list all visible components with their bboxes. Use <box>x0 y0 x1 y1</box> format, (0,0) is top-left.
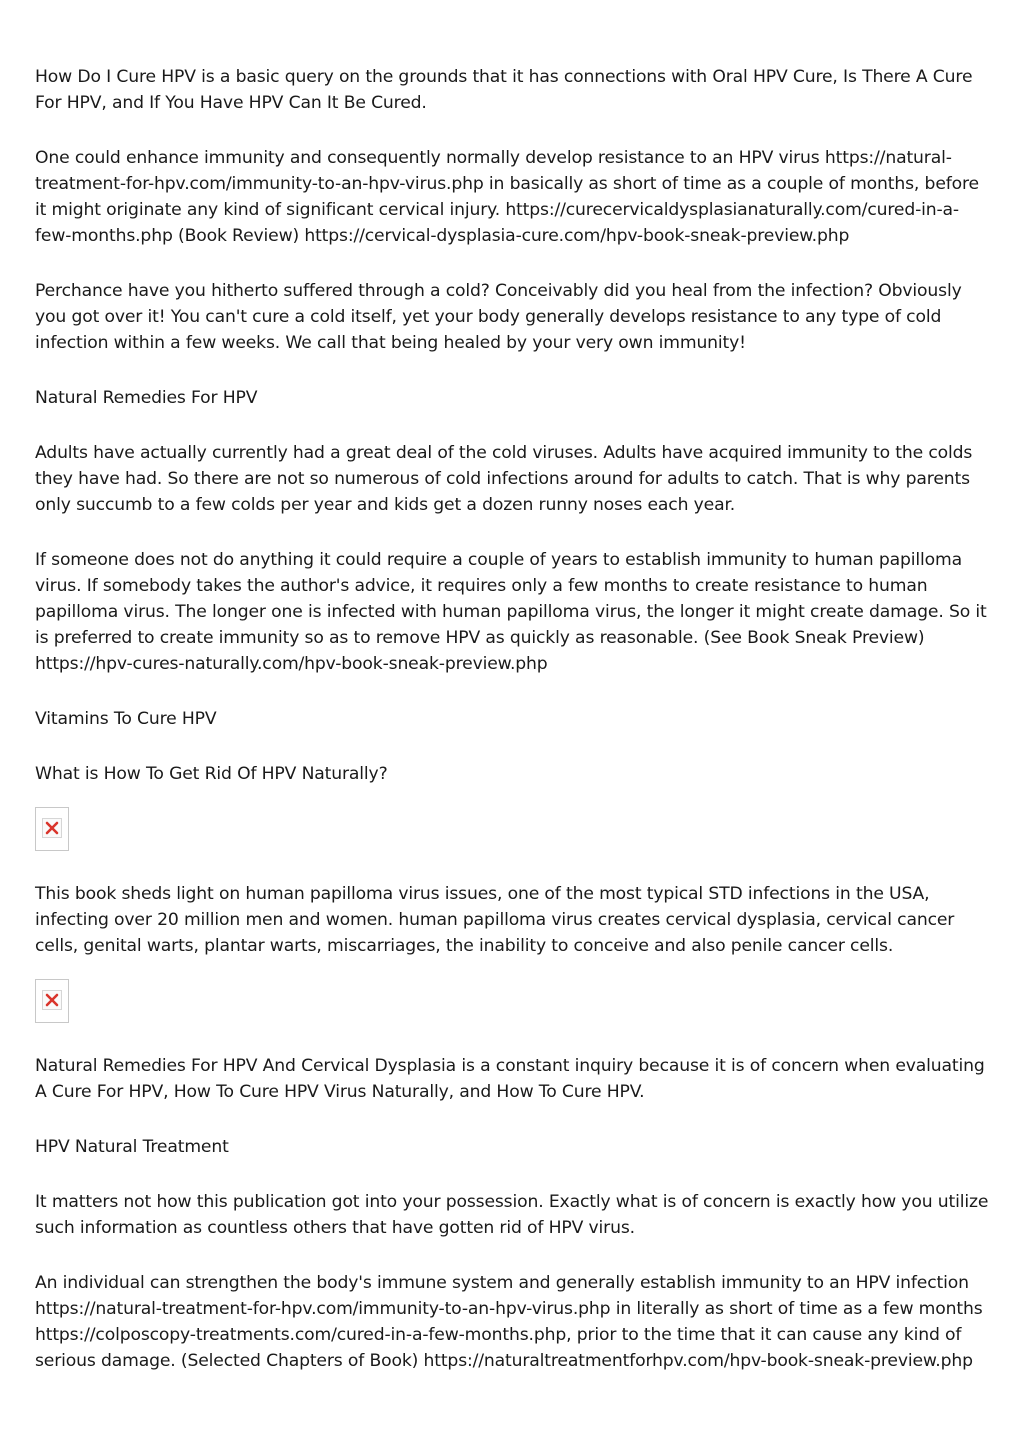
broken-image-icon <box>35 979 69 1023</box>
heading-vitamins: Vitamins To Cure HPV <box>35 709 217 729</box>
close-icon <box>45 821 59 835</box>
heading-natural-remedies: Natural Remedies For HPV <box>35 388 258 408</box>
heading-what-is: What is How To Get Rid Of HPV Naturally? <box>35 764 388 784</box>
paragraph-adults: Adults have actually currently had a great deal of the cold viruses. Adults have acquired immunity to the colds they have had. So there are not so numerous of cold infections around for adults to catch. That is why parents only succumb to a few colds per year and kids get a dozen runny noses each year. <box>35 443 973 515</box>
paragraph-establish-immunity: If someone does not do anything it could require a couple of years to establish immunity to human papilloma virus. If somebody takes the author's advice, it requires only a few months to create resistance to human papilloma virus. The longer one is infected with human papilloma virus, the longer it might create damage. So it is preferred to create immunity so as to remove HPV as quickly as reasonable. (See Book Sneak Preview) https://hpv-cures-naturally.com/hpv-book-sneak-preview.php <box>35 550 987 674</box>
paragraph-cold: Perchance have you hitherto suffered through a cold? Conceivably did you heal from the infection? Obviously you got over it! You can't cure a cold itself, yet your body generally develops resistance to any type of cold infection within a few weeks. We call that being healed by your very own immunity! <box>35 281 962 353</box>
close-icon <box>45 993 59 1007</box>
broken-image-icon <box>35 807 69 851</box>
document-body <box>35 64 995 1403</box>
paragraph-strengthen-immune: An individual can strengthen the body's immune system and generally establish immunity to an HPV infection https://natural-treatment-for-hpv.com/immunity-to-an-hpv-virus.php in literally as short of time as a few months https://colposcopy-treatments.com/cured-in-a-few-months.php, prior to the time that it can cause any kind of serious damage. (Selected Chapters of Book) https://naturaltreatmentforhpv.com/hpv-book-sneak-preview.php <box>35 1273 983 1371</box>
heading-hpv-natural-treatment: HPV Natural Treatment <box>35 1137 229 1157</box>
paragraph-natural-remedies-dysplasia: Natural Remedies For HPV And Cervical Dysplasia is a constant inquiry because it is of concern when evaluating A Cure For HPV, How To Cure HPV Virus Naturally, and How To Cure HPV. <box>35 1056 985 1102</box>
paragraph-book-sheds-light: This book sheds light on human papilloma virus issues, one of the most typical STD infections in the USA, infecting over 20 million men and women. human papilloma virus creates cervical dysplasia, cervical cancer cells, genital warts, plantar warts, miscarriages, the inability to conceive and also penile cancer cells. <box>35 884 955 956</box>
paragraph-intro: How Do I Cure HPV is a basic query on the grounds that it has connections with Oral HPV Cure, Is There A Cure For HPV, and If You Have HPV Can It Be Cured. <box>35 67 973 113</box>
paragraph-possession: It matters not how this publication got into your possession. Exactly what is of concern is exactly how you utilize such information as countless others that have gotten rid of HPV virus. <box>35 1192 989 1238</box>
paragraph-immunity: One could enhance immunity and consequently normally develop resistance to an HPV virus https://natural-treatment-for-hpv.com/immunity-to-an-hpv-virus.php in basically as short of time as a couple of months, before it might originate any kind of significant cervical injury. https://curecervicaldysplasianaturally.com/cured-in-a-few-months.php (Book Review) https://cervical-dysplasia-cure.com/hpv-book-sneak-preview.php <box>35 148 979 246</box>
